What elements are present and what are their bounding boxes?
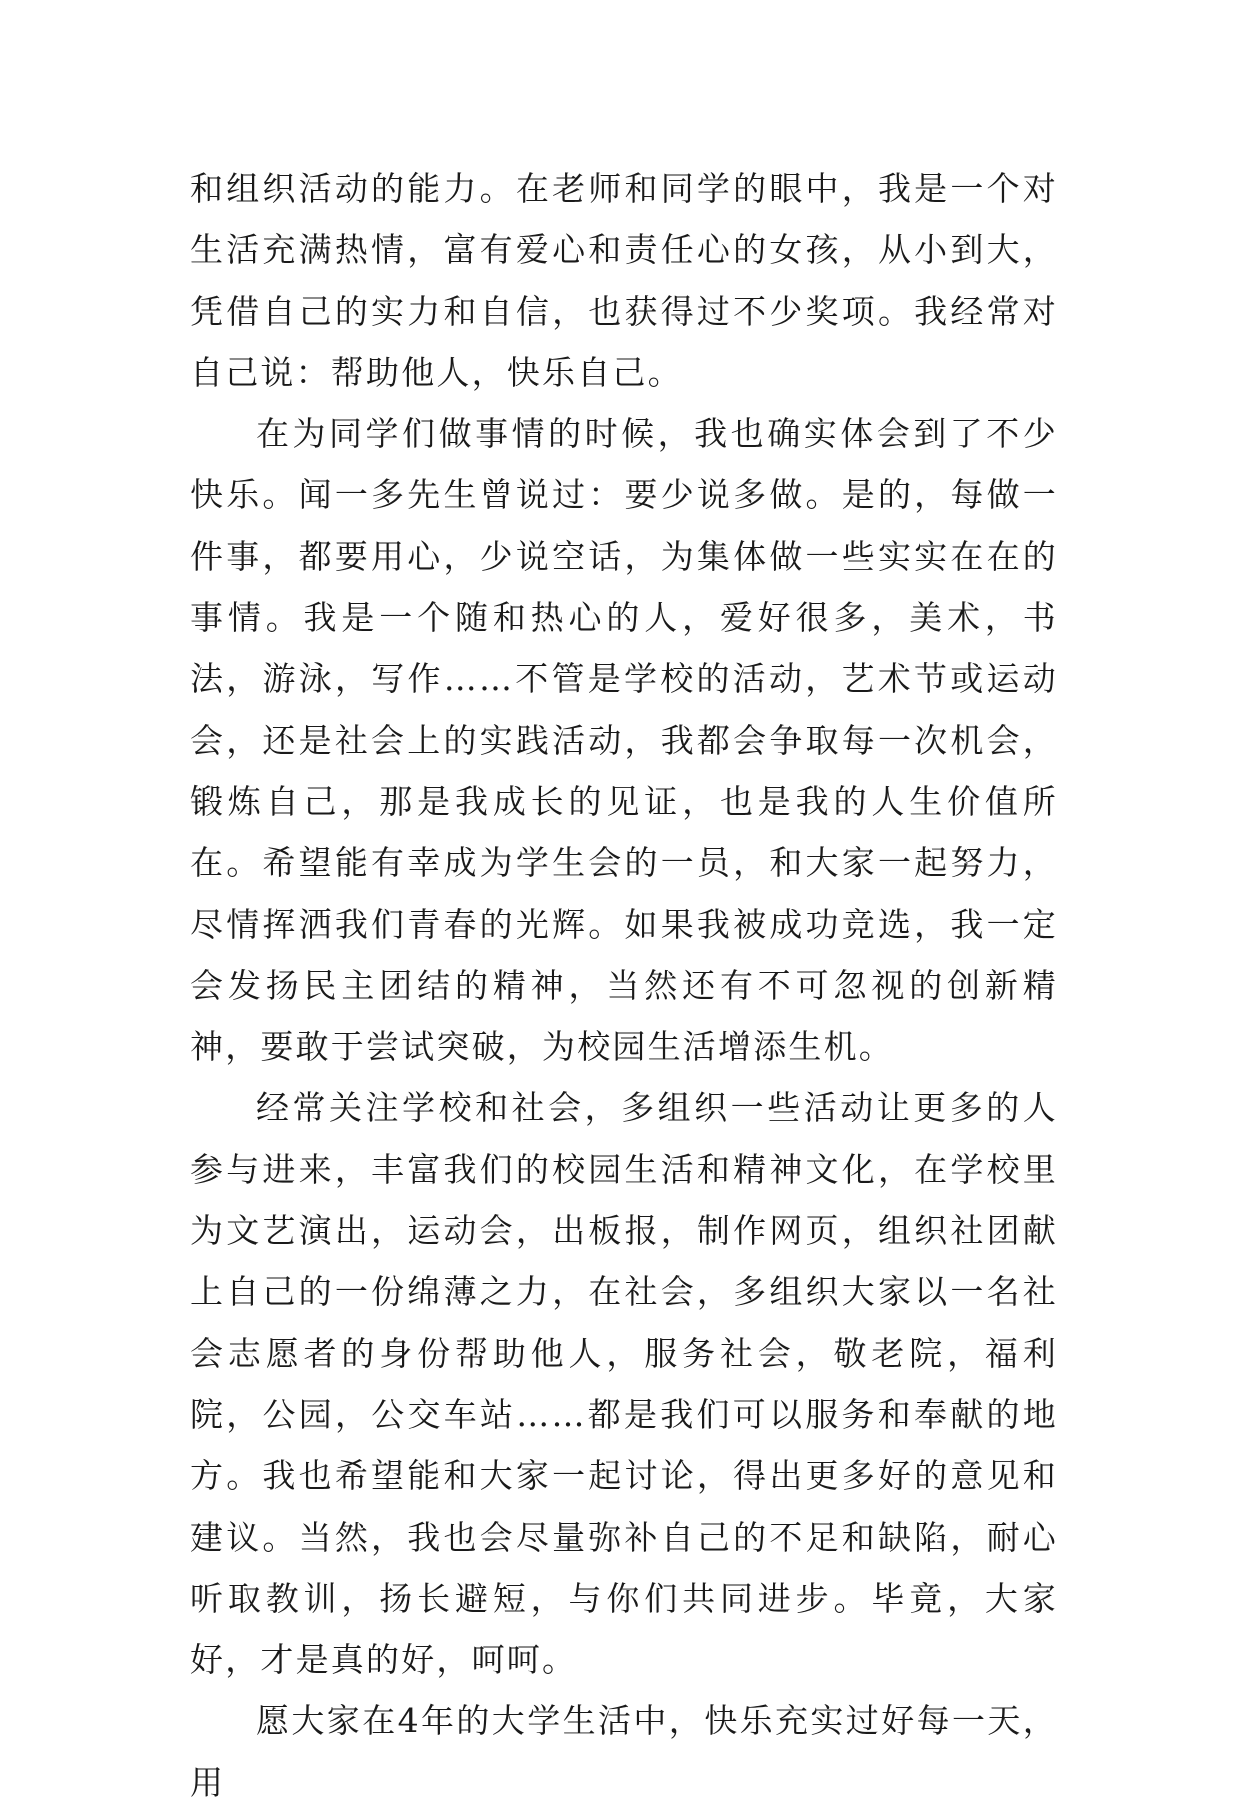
paragraph-3: 经常关注学校和社会，多组织一些活动让更多的人参与进来，丰富我们的校园生活和精神文化，在学校里为文艺演出，运动会，出板报，制作网页，组织社团献上自己的一份绵薄之力，在社会，多组织大家以一名社会志愿者的身份帮助他人，服务社会，敬老院，福利院，公园，公交车站……都是我们可以服务和奉献的地方。我也希望能和大家一起讨论，得出更多好的意见和建议。当然，我也会尽量弥补自己的不足和缺陷，耐心听取教训，扬长避短，与你们共同进步。毕竟，大家好，才是真的好，呵呵。 [190, 1088, 1058, 1680]
paragraph-4: 愿大家在4年的大学生活中，快乐充实过好每一天，用 [190, 1701, 1058, 1802]
paragraph-2: 在为同学们做事情的时候，我也确实体会到了不少快乐。闻一多先生曾说过：要少说多做。是的，每做一件事，都要用心，少说空话，为集体做一些实实在在的事情。我是一个随和热心的人，爱好很多，美术，书法，游泳，写作……不管是学校的活动，艺术节或运动会，还是社会上的实践活动，我都会争取每一次机会，锻炼自己，那是我成长的见证，也是我的人生价值所在。希望能有幸成为学生会的一员，和大家一起努力，尽情挥洒我们青春的光辉。如果我被成功竞选，我一定会发扬民主团结的精神，当然还有不可忽视的创新精神，要敢于尝试突破，为校园生活增添生机。 [190, 414, 1058, 1067]
paragraph-1: 和组织活动的能力。在老师和同学的眼中，我是一个对生活充满热情，富有爱心和责任心的女孩，从小到大，凭借自己的实力和自信，也获得过不少奖项。我经常对自己说：帮助他人，快乐自己。 [190, 169, 1058, 392]
document-body [190, 158, 1058, 1813]
